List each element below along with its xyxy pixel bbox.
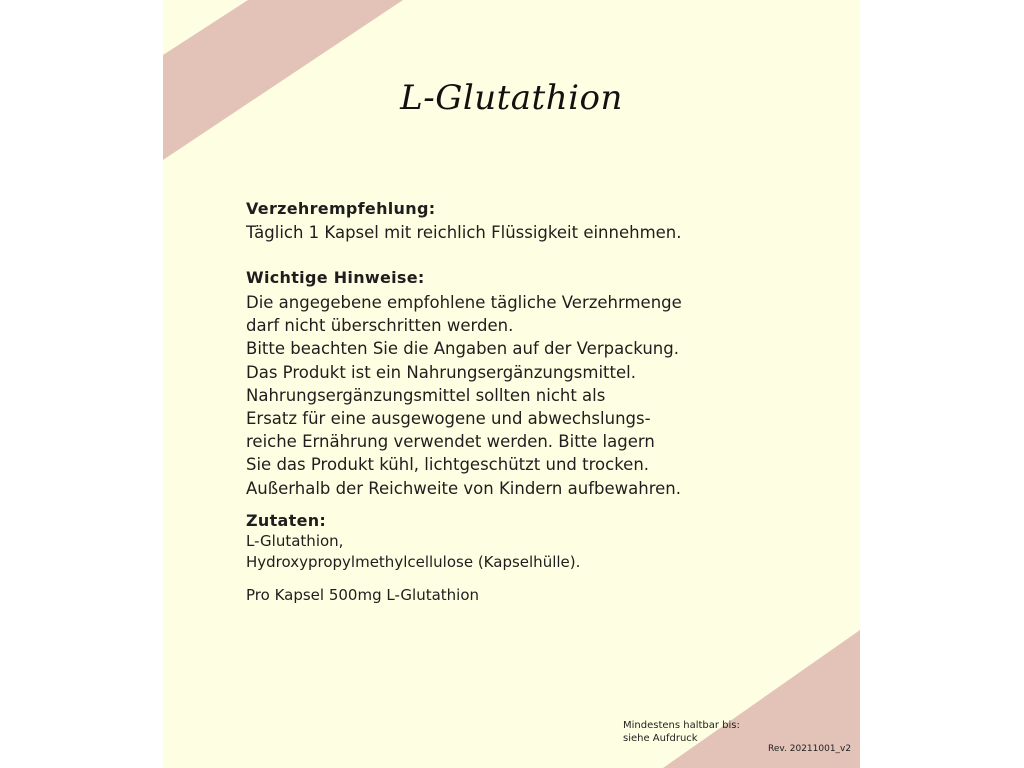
product-label [163, 0, 860, 768]
notes-heading: Wichtige Hinweise: [246, 268, 425, 287]
recommendation-heading: Verzehrempfehlung: [246, 199, 436, 218]
notes-line: Außerhalb der Reichweite von Kindern aufbewahren. [246, 478, 681, 498]
notes-line: Ersatz für eine ausgewogene und abwechslungs- [246, 409, 651, 429]
ingredients-heading: Zutaten: [246, 511, 327, 530]
notes-text [246, 291, 826, 500]
notes-line: reiche Ernährung verwendet werden. Bitte lagern [246, 432, 655, 452]
ingredient-item: Hydroxypropylmethylcellulose (Kapselhülle). [246, 553, 581, 571]
notes-line: Die angegebene empfohlene tägliche Verzehrmenge [246, 293, 682, 312]
product-title: L-Glutathion [400, 78, 623, 118]
best-before-label: Mindestens haltbar bis: [623, 720, 740, 731]
dosage-text: Pro Kapsel 500mg L-Glutathion [246, 586, 480, 604]
best-before-value: siehe Aufdruck [623, 733, 698, 744]
ingredients-text [246, 531, 580, 573]
notes-line: Bitte beachten Sie die Angaben auf der Verpackung. [246, 339, 679, 359]
notes-line: Das Produkt ist ein Nahrungsergänzungsmittel. [246, 362, 636, 382]
revision-number: Rev. 20211001_v2 [768, 744, 852, 754]
recommendation-text: Täglich 1 Kapsel mit reichlich Flüssigkeit einnehmen. [246, 223, 682, 242]
best-before [623, 719, 740, 745]
notes-line: Sie das Produkt kühl, lichtgeschützt und trocken. [246, 455, 650, 475]
notes-line: Nahrungsergänzungsmittel sollten nicht als [246, 385, 606, 405]
ingredient-item: L-Glutathion, [246, 532, 344, 550]
notes-line: darf nicht überschritten werden. [246, 316, 514, 336]
